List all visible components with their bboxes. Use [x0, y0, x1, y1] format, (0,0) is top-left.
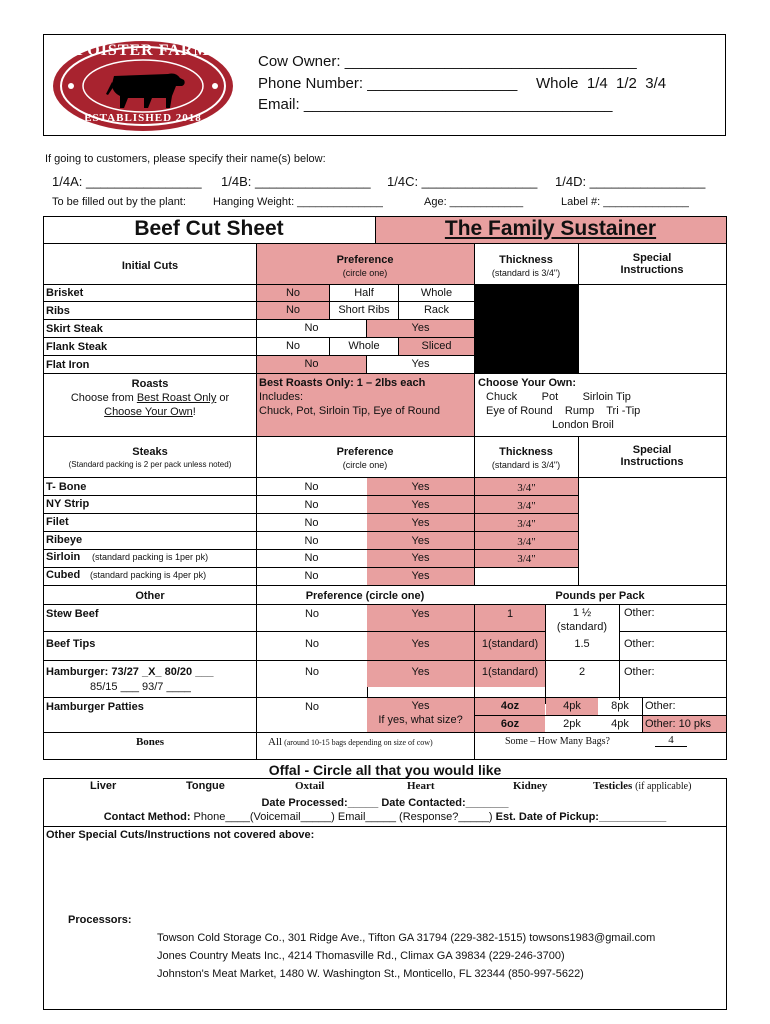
bones-bag-count[interactable]: 4 — [655, 734, 687, 747]
contact-method-label: Contact Method: — [103, 811, 191, 823]
ribeye-yes[interactable]: Yes — [411, 535, 430, 547]
steaks-sub: (Standard packing is 2 per pack unless noted) — [68, 460, 232, 469]
initial-pref-header: Preference — [336, 254, 394, 266]
logo-farm-name: FOISTER FARM — [76, 42, 210, 59]
initial-special-header: Special Instructions — [620, 252, 684, 276]
flat-iron-label: Flat Iron — [46, 359, 90, 371]
tbone-label: T- Bone — [46, 481, 87, 493]
sirloin-yes[interactable]: Yes — [411, 552, 430, 564]
bones-all-label[interactable]: All — [268, 736, 283, 748]
roasts-choice-line1 — [44, 392, 256, 404]
thickness-blackout — [475, 285, 578, 373]
offal-testicles-note: (if applicable) — [635, 781, 692, 792]
customers-instruction: If going to customers, please specify their name(s) below: — [45, 153, 326, 165]
hamburger-yes[interactable]: Yes — [411, 666, 430, 678]
quarter-a-field[interactable]: 1/4A: ________________ — [52, 174, 202, 189]
offal-title: Offal - Circle all that you would like — [268, 762, 502, 778]
patty-6oz-2pk[interactable]: 2pk — [563, 718, 581, 730]
tips-pack-2[interactable]: 1.5 — [574, 638, 590, 650]
brisket-half[interactable]: Half — [354, 287, 374, 299]
sirloin-no[interactable]: No — [304, 552, 319, 564]
patty-4oz-4pk[interactable]: 4pk — [563, 700, 581, 712]
date-line[interactable]: Date Processed:_____ Date Contacted:_______ — [261, 797, 509, 809]
processors-title: Processors: — [68, 914, 132, 926]
cubed-no[interactable]: No — [304, 570, 319, 582]
roasts-line1-post: or — [216, 392, 230, 404]
patties-size-question: If yes, what size? — [378, 714, 463, 726]
cubed-note: (standard packing is 4per pk) — [90, 570, 207, 580]
skirt-yes[interactable]: Yes — [367, 320, 474, 337]
flat-iron-no[interactable]: No — [257, 356, 366, 373]
steaks-header: Steaks — [132, 446, 168, 458]
stew-pack-1[interactable]: 1 — [506, 608, 514, 620]
flank-sliced[interactable]: Sliced — [399, 338, 474, 355]
best-roasts-title: Best Roasts Only: 1 – 2lbs each — [259, 377, 426, 389]
sirloin-note: (standard packing is 1per pk) — [92, 552, 209, 562]
own-roasts-line1: Chuck Pot Sirloin Tip — [486, 391, 631, 403]
patty-4oz-other[interactable]: Other: — [645, 700, 676, 712]
phone-number-field[interactable]: Phone Number: __________________ — [258, 75, 518, 92]
tips-pack-1[interactable]: 1(standard) — [481, 638, 539, 650]
steaks-pref-sub: (circle one) — [342, 460, 388, 470]
steaks-special-header: Special Instructions — [620, 444, 684, 468]
sheet-title: Beef Cut Sheet — [134, 217, 284, 240]
ribs-label: Ribs — [46, 305, 70, 317]
roasts-line2-post: ! — [192, 406, 196, 418]
flank-no[interactable]: No — [285, 340, 301, 352]
patties-yes[interactable]: Yes — [411, 700, 430, 712]
steaks-thick-sub: (standard is 3/4") — [491, 460, 561, 470]
ny-strip-thickness[interactable]: 3/4" — [517, 500, 536, 512]
logo-established: ESTABLISHED 2018 — [84, 112, 202, 124]
initial-thick-header: Thickness — [499, 254, 553, 266]
ribs-no[interactable]: No — [257, 302, 329, 319]
package-title: The Family Sustainer — [444, 217, 657, 240]
tips-pack-other[interactable]: Other: — [624, 638, 655, 650]
patty-6oz[interactable]: 6oz — [500, 718, 520, 730]
stew-pack-2-note: (standard) — [556, 621, 608, 633]
hamburger-pack-other[interactable]: Other: — [624, 666, 655, 678]
processor-johnstons: Johnston's Meat Market, 1480 W. Washington St., Monticello, FL 32344 (850-997-5622) — [157, 968, 584, 980]
label-number-field[interactable]: Label #: ______________ — [561, 196, 689, 208]
quarter-c-field[interactable]: 1/4C: ________________ — [387, 174, 538, 189]
filet-label: Filet — [46, 516, 69, 528]
share-options[interactable]: Whole 1/4 1/2 3/4 — [536, 75, 667, 92]
patty-6oz-4pk[interactable]: 4pk — [611, 718, 629, 730]
sirloin-thickness[interactable]: 3/4" — [517, 553, 536, 565]
patties-no[interactable]: No — [304, 701, 320, 713]
brisket-label: Brisket — [46, 287, 84, 299]
beef-tips-label: Beef Tips — [46, 638, 96, 650]
ny-strip-no[interactable]: No — [304, 499, 319, 511]
roasts-title: Roasts — [131, 378, 169, 390]
ny-strip-label: NY Strip — [46, 498, 90, 510]
offal-heart[interactable]: Heart — [407, 780, 435, 792]
hamburger-no[interactable]: No — [304, 666, 320, 678]
stew-pack-2[interactable]: 1 ½ — [572, 607, 592, 619]
stew-no[interactable]: No — [304, 608, 320, 620]
stew-yes[interactable]: Yes — [411, 608, 430, 620]
own-roasts-line3: London Broil — [552, 419, 614, 431]
bones-how-many: Some – How Many Bags? — [505, 736, 610, 747]
brisket-whole[interactable]: Whole — [420, 287, 453, 299]
skirt-no[interactable]: No — [304, 322, 319, 334]
pickup-date-field[interactable]: Est. Date of Pickup:___________ — [495, 811, 667, 823]
filet-thickness[interactable]: 3/4" — [517, 518, 536, 530]
initial-thick-sub: (standard is 3/4") — [491, 268, 561, 278]
filet-yes[interactable]: Yes — [411, 517, 430, 529]
hamburger-ratio-line2[interactable]: 85/15 ___ 93/7 ____ — [90, 681, 191, 693]
brisket-no[interactable]: No — [257, 285, 329, 301]
tbone-yes[interactable]: Yes — [411, 481, 430, 493]
cubed-label: Cubed — [46, 569, 81, 581]
ny-strip-yes[interactable]: Yes — [411, 499, 430, 511]
quarter-d-field[interactable]: 1/4D: ________________ — [555, 174, 706, 189]
hamburger-pack-2[interactable]: 2 — [578, 666, 586, 678]
tbone-no[interactable]: No — [304, 481, 319, 493]
email-field[interactable]: Email: _____________________________________ — [258, 96, 613, 113]
flank-whole[interactable]: Whole — [348, 340, 380, 352]
patty-6oz-other[interactable]: Other: 10 pks — [645, 718, 712, 730]
offal-kidney[interactable]: Kidney — [513, 780, 548, 792]
tips-yes[interactable]: Yes — [411, 638, 430, 650]
processor-towson: Towson Cold Storage Co., 301 Ridge Ave., Tifton GA 31794 (229-382-1515) towsons1983@gmail.com — [157, 932, 656, 944]
filet-no[interactable]: No — [304, 517, 319, 529]
farm-logo — [48, 38, 238, 134]
other-special-cuts-label[interactable]: Other Special Cuts/Instructions not covered above: — [46, 829, 315, 841]
cubed-yes[interactable]: Yes — [411, 570, 430, 582]
offal-oxtail[interactable]: Oxtail — [295, 780, 325, 792]
hamburger-label[interactable] — [46, 666, 214, 678]
patties-label: Hamburger Patties — [46, 701, 144, 713]
offal-tongue[interactable]: Tongue — [186, 780, 225, 792]
patty-4oz-8pk[interactable]: 8pk — [611, 700, 629, 712]
other-header: Other — [135, 590, 165, 602]
age-field[interactable]: Age: ____________ — [424, 196, 524, 208]
other-pref-header: Preference (circle one) — [305, 590, 425, 602]
cow-owner-field[interactable]: Cow Owner: ___________________________________ — [258, 53, 637, 70]
ribs-short[interactable]: Short Ribs — [338, 304, 390, 316]
bones-all[interactable] — [268, 736, 433, 748]
skirt-steak-label: Skirt Steak — [46, 323, 103, 335]
ribeye-thickness[interactable]: 3/4" — [517, 536, 536, 548]
initial-cuts-header: Initial Cuts — [121, 260, 179, 272]
own-roasts-title: Choose Your Own: — [478, 377, 576, 389]
hamburger-ratio-line1[interactable]: Hamburger: 73/27 _X_ 80/20 ___ — [46, 666, 214, 678]
own-roasts-line2: Eye of Round Rump Tri -Tip — [486, 405, 641, 417]
plant-label: To be filled out by the plant: — [52, 196, 186, 208]
offal-testicles-label[interactable]: Testicles — [593, 780, 633, 792]
steaks-thick-header: Thickness — [499, 446, 553, 458]
tips-no[interactable]: No — [304, 638, 320, 650]
sirloin-label: Sirloin — [46, 551, 81, 563]
bones-all-note: (around 10-15 bags depending on size of cow) — [282, 738, 433, 747]
hanging-weight-field[interactable]: Hanging Weight: ______________ — [213, 196, 383, 208]
quarter-b-field[interactable]: 1/4B: ________________ — [221, 174, 371, 189]
flat-iron-yes[interactable]: Yes — [411, 358, 430, 370]
processor-jones: Jones Country Meats Inc., 4214 Thomasville Rd., Climax GA 39834 (229-246-3700) — [157, 950, 565, 962]
patty-4oz[interactable]: 4oz — [500, 700, 520, 712]
hamburger-pack-1[interactable]: 1(standard) — [481, 666, 539, 678]
stew-beef-label: Stew Beef — [46, 608, 99, 620]
best-roasts-includes: Includes: — [259, 391, 304, 403]
contact-line[interactable] — [43, 811, 727, 823]
ribeye-no[interactable]: No — [304, 535, 319, 547]
ribs-rack[interactable]: Rack — [423, 304, 450, 316]
contact-method-fields[interactable]: Phone____(Voicemail_____) Email_____ (Response?_____) — [190, 811, 496, 823]
offal-liver[interactable]: Liver — [90, 780, 117, 792]
tbone-thickness[interactable]: 3/4" — [517, 482, 536, 494]
bones-label: Bones — [135, 736, 165, 748]
pounds-header: Pounds per Pack — [555, 590, 645, 602]
roasts-line1-pre: Choose from — [70, 392, 137, 404]
best-roast-only-link: Best Roast Only — [136, 392, 217, 404]
steaks-pref-header: Preference — [336, 446, 394, 458]
roasts-choice-line2 — [44, 406, 256, 418]
stew-pack-other[interactable]: Other: — [624, 607, 655, 619]
ribeye-label: Ribeye — [46, 534, 83, 546]
best-roasts-list: Chuck, Pot, Sirloin Tip, Eye of Round — [259, 405, 440, 417]
choose-your-own-link: Choose Your Own — [104, 406, 193, 418]
flank-steak-label: Flank Steak — [46, 341, 108, 353]
initial-pref-sub: (circle one) — [342, 268, 388, 278]
